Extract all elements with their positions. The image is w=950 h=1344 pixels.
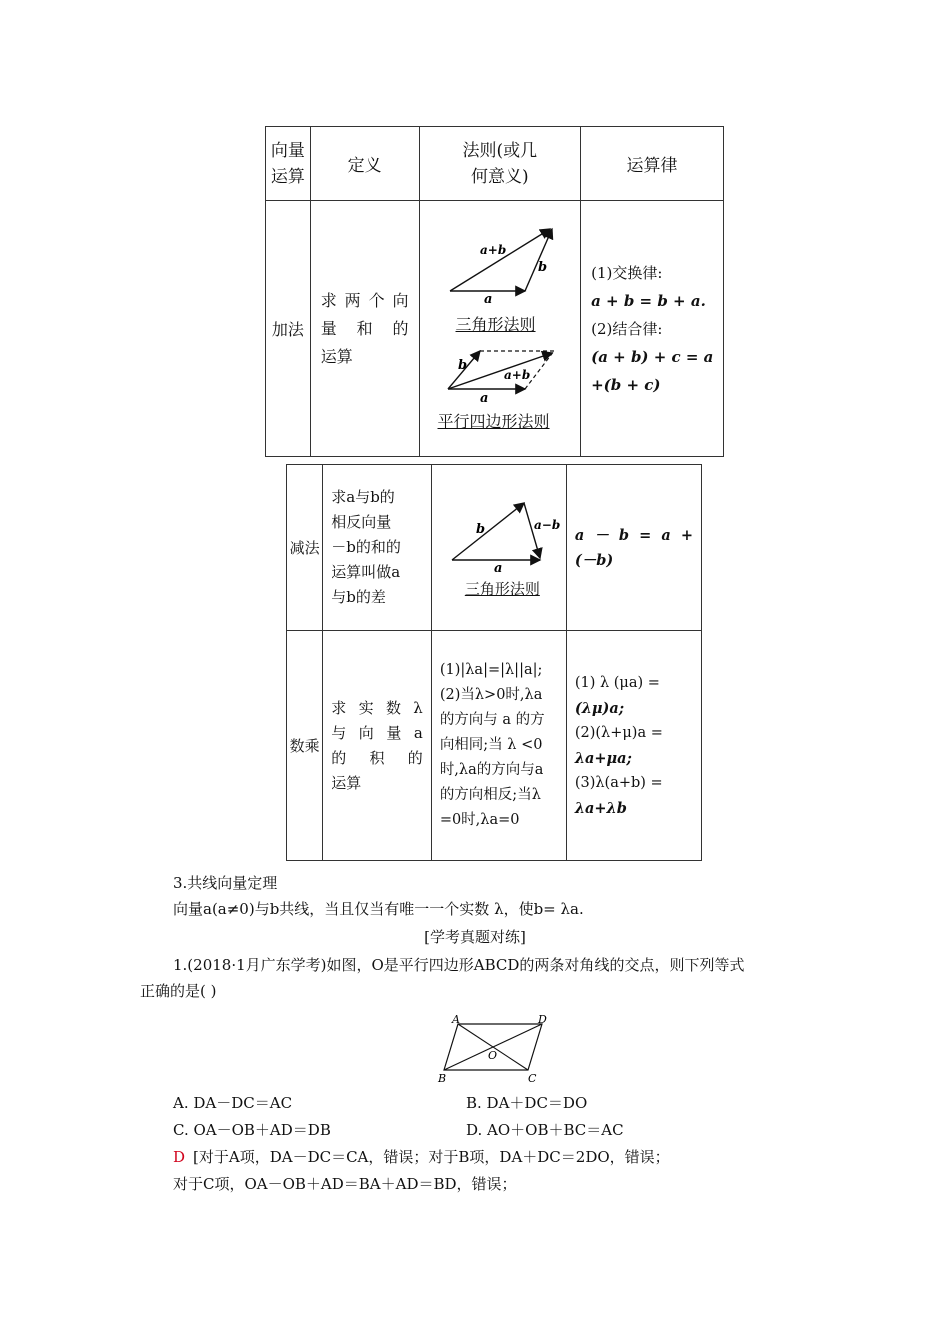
add-law-line: +(b + c) bbox=[591, 375, 661, 394]
label-b: b bbox=[537, 260, 547, 275]
vec-sum-arrow bbox=[450, 229, 550, 291]
add-laws bbox=[581, 201, 724, 457]
add-name-text: 加法 bbox=[271, 320, 304, 339]
add-rule-cell bbox=[419, 201, 581, 457]
option-b: B. DA＋DC＝DO bbox=[466, 1094, 588, 1112]
header-law-text: 运算律 bbox=[626, 156, 678, 176]
para-label-b: b bbox=[457, 358, 467, 373]
add-def-line: 运算 bbox=[320, 346, 353, 366]
mul-law-line: (2)(λ+μ)a = bbox=[574, 724, 663, 741]
vector-ops-table-1 bbox=[265, 126, 724, 457]
header-def bbox=[310, 127, 419, 201]
add-def-line: 量 和 的 bbox=[320, 318, 409, 338]
option-c: C. OA－OB＋AD＝DB bbox=[173, 1121, 331, 1139]
sub-figure bbox=[432, 465, 580, 631]
explanation-line1: [对于A项，DA－DC＝CA，错误；对于B项，DA＋DC＝2DO，错误； bbox=[193, 1148, 670, 1166]
parallelogram-rule-caption: 平行四边形法则 bbox=[437, 412, 550, 431]
parallelogram-figure bbox=[436, 1012, 556, 1084]
mul-rule-line: 的方向与 a 的方 bbox=[439, 712, 545, 728]
label-A: A bbox=[452, 1013, 460, 1026]
sub-def-line: 求a与b的 bbox=[331, 488, 395, 506]
header-op-text: 向量 运算 bbox=[270, 140, 305, 187]
mul-rule-line: 的方向相反;当λ bbox=[439, 787, 541, 803]
label-B: B bbox=[438, 1072, 447, 1084]
answer-line bbox=[173, 1144, 670, 1170]
sub-label-diff: a−b bbox=[533, 518, 561, 532]
option-a: A. DA－DC＝AC bbox=[173, 1094, 293, 1112]
mul-def-line: 与向量a bbox=[331, 723, 423, 742]
mul-rule-line: (2)当λ>0时,λa bbox=[439, 687, 543, 703]
practice-heading: [学考真题对练] bbox=[424, 928, 526, 946]
header-rule bbox=[419, 127, 581, 201]
vector-ops-table-2 bbox=[286, 464, 702, 861]
sub-law-line: (－b) bbox=[574, 551, 614, 569]
mul-def-line: 运算 bbox=[331, 773, 362, 792]
sub-rule-cell bbox=[431, 465, 566, 631]
mul-law-line: (1) λ (μa) = bbox=[574, 674, 660, 691]
triangle-rule-caption: 三角形法则 bbox=[455, 315, 536, 334]
label-D: D bbox=[538, 1013, 547, 1026]
sub-label-a: a bbox=[493, 561, 503, 576]
answer-letter: D bbox=[173, 1148, 186, 1166]
mul-definition bbox=[323, 631, 432, 861]
para-label-a: a bbox=[479, 391, 488, 406]
mul-rule-line: 向相同;当 λ <0 bbox=[439, 737, 543, 753]
sub-laws bbox=[566, 465, 701, 631]
sub-def-line: －b的和的 bbox=[331, 538, 401, 556]
sub-name-text: 减法 bbox=[289, 539, 320, 557]
add-law-line: a + b = b + a. bbox=[591, 291, 706, 310]
mul-law-line: (λμ)a; bbox=[574, 699, 625, 717]
explanation-line2: 对于C项，OA－OB＋AD＝BA＋AD＝BD，错误； bbox=[173, 1175, 517, 1193]
add-definition bbox=[310, 201, 419, 457]
header-op bbox=[266, 127, 311, 201]
add-law-line: (2)结合律: bbox=[591, 319, 663, 338]
mul-rule-line: (1)|λa|=|λ||a|; bbox=[439, 662, 543, 678]
para-label-sum: a+b bbox=[503, 368, 530, 382]
section3-heading: 3.共线向量定理 bbox=[173, 874, 278, 892]
option-d: D. AO＋OB＋BC＝AC bbox=[466, 1121, 624, 1139]
sub-label-b: b bbox=[475, 522, 485, 537]
add-def-line: 求两个向 bbox=[320, 290, 409, 310]
mul-name bbox=[287, 631, 323, 861]
add-law-line: (a + b) + c = a bbox=[591, 347, 714, 366]
mul-law-line: λa+μa; bbox=[574, 749, 632, 767]
mul-rule-line: 时,λa的方向与a bbox=[439, 762, 544, 778]
label-O: O bbox=[488, 1049, 498, 1062]
mul-laws bbox=[566, 631, 701, 861]
label-a: a bbox=[483, 292, 492, 307]
sub-law-line: a － b = a + bbox=[574, 526, 694, 544]
mul-law-line: λa+λb bbox=[574, 799, 627, 817]
sub-vec-b bbox=[452, 503, 524, 560]
section3-text: 向量a(a≠0)与b共线，当且仅当有唯一一个实数 λ，使b= λa. bbox=[173, 900, 584, 918]
sub-def-line: 运算叫做a bbox=[331, 563, 401, 581]
mul-def-line: 求实数λ bbox=[331, 698, 423, 717]
diagonal-bd bbox=[444, 1024, 542, 1070]
question-stem-line2: 正确的是( ) bbox=[140, 982, 217, 1000]
sub-name bbox=[287, 465, 323, 631]
mul-def-line: 的 积 的 bbox=[331, 748, 423, 767]
mul-name-text: 数乘 bbox=[289, 737, 320, 755]
add-name bbox=[266, 201, 311, 457]
add-law-line: (1)交换律: bbox=[591, 263, 663, 282]
mul-law-line: (3)λ(a+b) = bbox=[574, 774, 663, 791]
mul-rule bbox=[431, 631, 566, 861]
sub-def-line: 相反向量 bbox=[331, 513, 392, 531]
sub-def-line: 与b的差 bbox=[331, 588, 386, 606]
sub-triangle-caption: 三角形法则 bbox=[464, 580, 540, 598]
header-def-text: 定义 bbox=[347, 156, 382, 176]
header-law bbox=[581, 127, 724, 201]
label-C: C bbox=[528, 1072, 537, 1084]
header-rule-text: 法则(或几 何意义) bbox=[462, 140, 538, 187]
mul-rule-line: =0时,λa=0 bbox=[439, 812, 520, 828]
sub-definition bbox=[323, 465, 432, 631]
label-sum: a+b bbox=[479, 243, 506, 257]
question-stem-line1: 1.(2018·1月广东学考)如图，O是平行四边形ABCD的两条对角线的交点，则下列等式 bbox=[173, 956, 745, 974]
